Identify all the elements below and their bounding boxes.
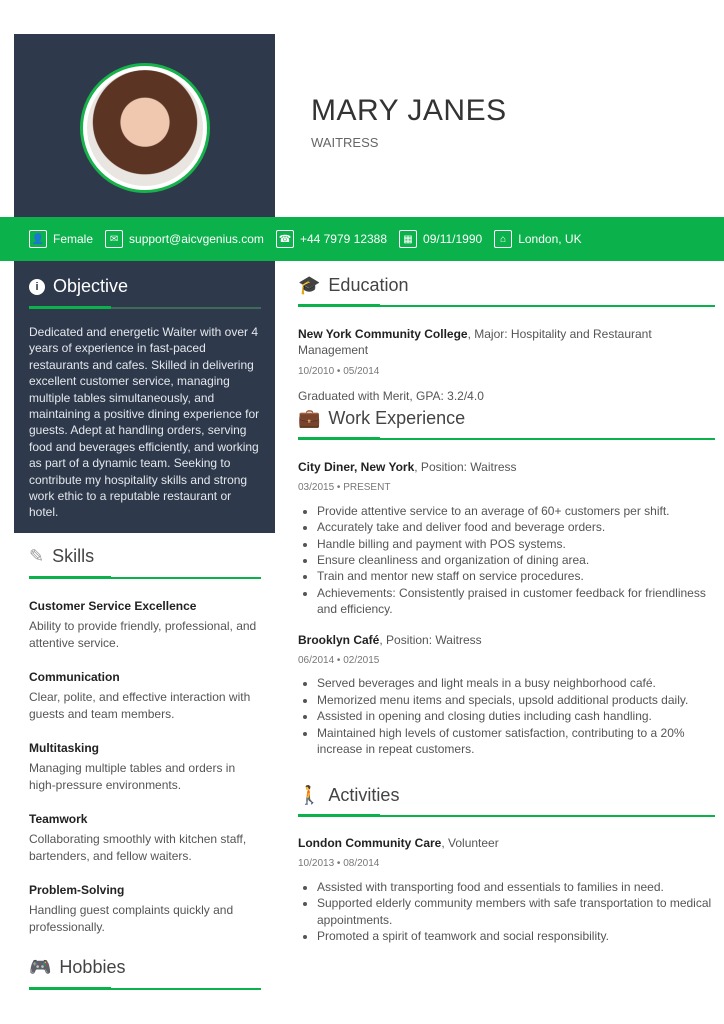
activity-entry [298,835,713,944]
objective-text: Dedicated and energetic Waiter with over 4 years of experience in fast-paced restaurants and cafes. Skilled in delivering excellent customer service, managing multiple tables simultaneously, and maintaining a positive dining experience for guests. Adept at handling orders, serving food and beverages efficiently, and working as part of a dynamic team. Seeking to contribute my hospitality skills and strong work ethic to a reputable restaurant or hotel. [29,325,260,520]
bullet: • Memorized menu items and specials, upsold additional products daily. [317,692,713,708]
contact-item [276,230,387,248]
divider [298,438,715,440]
contact-bar [0,217,724,261]
skill-name: Teamwork [29,812,88,826]
skill-name: Communication [29,670,120,684]
heading-text: Hobbies [59,957,126,977]
phone-icon: ☎ [276,230,294,248]
skill-item [29,669,264,722]
bullet: • Assisted in opening and closing duties including cash handling. [317,708,713,724]
gamepad-icon: 🎮 [29,957,52,977]
position: , Position: Waitress [379,632,482,647]
skill-item [29,740,264,793]
profile-photo [80,63,210,193]
bullet: • Supported elderly community members with safe transportation to medical appointments. [317,895,713,928]
school: New York Community College [298,327,468,341]
skill-item [29,882,264,935]
divider [298,815,715,817]
bullet: • Promoted a spirit of teamwork and social responsibility. [317,928,713,944]
date: 03/2015 • PRESENT [298,482,391,494]
contact-item [29,230,93,248]
education-entry [298,326,713,405]
position: , Position: Waitress [414,460,517,474]
divider [298,305,715,307]
job-title-line [298,632,713,648]
activities-heading [298,785,399,806]
contact-text: support@aicvgenius.com [129,232,264,246]
briefcase-icon: 💼 [298,408,321,428]
work-heading [298,408,465,429]
skills-heading [29,546,94,567]
bullet: • Assisted with transporting food and essentials to families in need. [317,879,713,895]
job-bullets [298,503,713,618]
objective-heading [29,276,128,297]
heading-text: Work Experience [328,408,466,428]
divider [29,988,261,990]
skill-description: Handling guest complaints quickly and professionally. [29,903,234,934]
skill-description: Collaborating smoothly with kitchen staff, bartenders, and fellow waiters. [29,832,247,863]
date: 10/2013 • 08/2014 [298,858,380,870]
skill-name: Problem-Solving [29,883,125,897]
home-icon: ⌂ [494,230,512,248]
skill-item [29,811,264,864]
bullet: • Ensure cleanliness and organization of dining area. [317,552,713,568]
divider [29,577,261,579]
date: 10/2010 • 05/2014 [298,365,380,377]
contact-text: Female [53,232,94,246]
employer: City Diner, New York [298,460,415,474]
major: , Major: Hospitality and Restaurant Management [298,327,652,358]
divider [29,307,261,309]
contact-item [399,230,482,248]
education-note: Graduated with Merit, GPA: 3.2/4.0 [298,389,484,404]
organization: London Community Care [298,836,442,850]
heading-text: Education [328,275,409,295]
skill-item [29,598,264,651]
pencil-icon: ✎ [29,546,45,566]
heading-text: Activities [328,785,400,805]
contact-item [105,230,264,248]
role: , Volunteer [441,836,499,850]
bullet: • Maintained high levels of customer satisfaction, contributing to a 20% increase in repeat customers. [317,725,713,758]
contact-item [494,230,581,248]
bullet: • Provide attentive service to an average of 60+ customers per shift. [317,503,713,519]
skill-name: Customer Service Excellence [29,599,197,613]
user-icon: 👤 [29,230,47,248]
date: 06/2014 • 02/2015 [298,655,380,667]
job-bullets [298,675,713,757]
employer: Brooklyn Café [298,632,380,647]
bullet: • Achievements: Consistently praised in customer feedback for friendliness and efficiency. [317,585,713,618]
skill-description: Managing multiple tables and orders in high-pressure environments. [29,761,236,792]
skill-name: Multitasking [29,741,100,755]
info-icon: i [29,279,45,295]
hobbies-heading [29,957,125,978]
activity-bullets [298,879,713,945]
contact-text: 09/11/1990 [423,232,483,246]
job-entry [298,632,713,758]
bullet: • Handle billing and payment with POS systems. [317,536,713,552]
name: MARY JANES [311,94,507,127]
job-entry [298,459,713,618]
contact-text: London, UK [518,232,582,246]
work-list [298,459,713,758]
bullet: • Train and mentor new staff on service procedures. [317,568,713,584]
job-title: WAITRESS [311,135,379,150]
person-icon: 🚶 [298,785,321,805]
bullet: • Served beverages and light meals in a busy neighborhood café. [317,675,713,691]
calendar-icon: ▦ [399,230,417,248]
graduation-cap-icon: 🎓 [298,275,321,295]
email-icon: ✉ [105,230,123,248]
heading-text: Objective [53,276,129,296]
heading-text: Skills [52,546,95,566]
skill-description: Ability to provide friendly, professional, and attentive service. [29,619,257,650]
bullet: • Accurately take and deliver food and beverage orders. [317,519,713,535]
contact-text: +44 7979 12388 [299,232,388,246]
skill-description: Clear, polite, and effective interaction with guests and team members. [29,690,251,721]
education-heading [298,275,408,296]
job-title-line [298,459,713,475]
